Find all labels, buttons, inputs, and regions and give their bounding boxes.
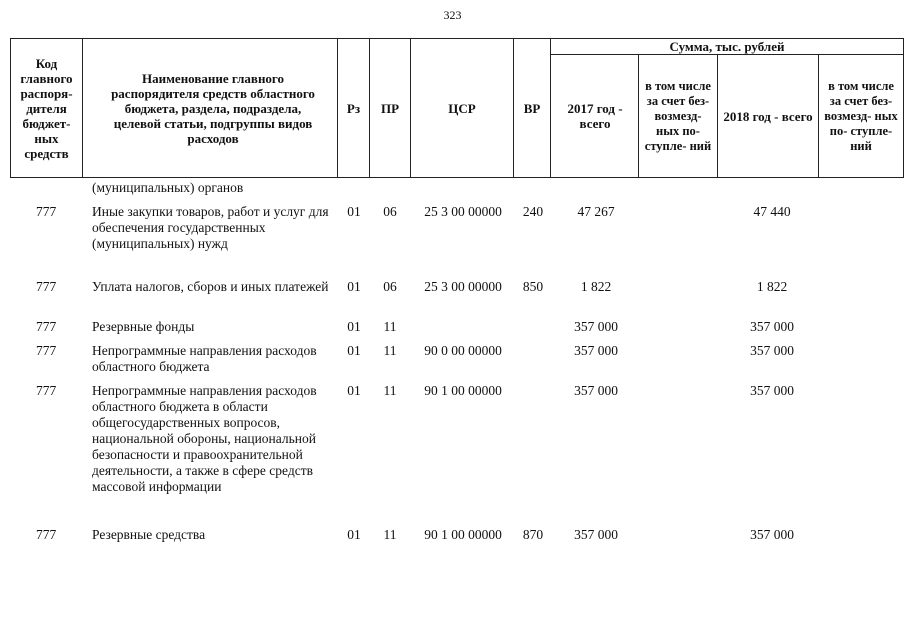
row-sum-2018: 1 822 — [756, 279, 788, 294]
row-sum-2018: 357 000 — [750, 319, 794, 334]
continued-name: (муниципальных) органов — [92, 180, 244, 195]
row-pr: 11 — [383, 383, 397, 398]
row-sum-2018: 357 000 — [750, 527, 794, 542]
header-code: Код главного распоря- дителя бюджет- ных средств — [20, 55, 73, 161]
row-rz: 01 — [347, 343, 361, 358]
header-csr: ЦСР — [448, 100, 476, 116]
row-name: Непрограммные направления расходов областного бюджета — [92, 343, 317, 374]
row-code: 777 — [36, 383, 57, 398]
header-sum: Сумма, тыс. рублей — [669, 39, 785, 54]
header-2017-incl: в том числе за счет без- возмезд- ных по- ступле- ний — [644, 78, 712, 153]
table-header — [10, 38, 904, 178]
row-vr: 240 — [522, 204, 544, 219]
row-pr: 11 — [383, 527, 397, 542]
header-2017: 2017 год - всего — [567, 101, 623, 131]
row-rz: 01 — [347, 319, 361, 334]
row-csr: 25 3 00 00000 — [424, 279, 502, 294]
row-csr: 90 1 00 00000 — [424, 527, 502, 542]
row-rz: 01 — [347, 383, 361, 398]
row-name: Уплата налогов, сборов и иных платежей — [92, 279, 329, 294]
row-sum-2017: 357 000 — [574, 343, 618, 358]
row-pr: 06 — [383, 204, 397, 219]
row-sum-2018: 357 000 — [750, 383, 794, 398]
row-sum-2017: 357 000 — [574, 527, 618, 542]
row-code: 777 — [36, 343, 57, 358]
row-name: Непрограммные направления расходов областного бюджета в области общегосударственных вопросов, национальной обороны, национальной безопасности и правоохранительной деятельности, а также в сфере средств массовой информации — [92, 383, 317, 494]
row-sum-2017: 47 267 — [577, 204, 615, 219]
header-vr: ВР — [523, 100, 541, 116]
row-sum-2018: 47 440 — [753, 204, 791, 219]
header-2018: 2018 год - всего — [723, 108, 813, 124]
row-sum-2017: 1 822 — [580, 279, 612, 294]
row-vr: 850 — [522, 279, 544, 294]
row-code: 777 — [36, 279, 57, 294]
row-csr: 25 3 00 00000 — [424, 204, 502, 219]
header-pr: ПР — [380, 100, 400, 116]
row-code: 777 — [36, 204, 57, 219]
row-name: Иные закупки товаров, работ и услуг для обеспечения государственных (муниципальных) нужд — [92, 204, 329, 251]
row-sum-2017: 357 000 — [574, 383, 618, 398]
row-code: 777 — [36, 527, 57, 542]
row-rz: 01 — [347, 279, 361, 294]
row-sum-2018: 357 000 — [750, 343, 794, 358]
row-code: 777 — [36, 319, 57, 334]
row-csr: 90 1 00 00000 — [424, 383, 502, 398]
row-pr: 11 — [383, 319, 397, 334]
header-name: Наименование главного распорядителя средств областного бюджета, раздела, подраздела, целевой статьи, подгруппы видов расходов — [111, 70, 315, 146]
header-2018-incl: в том числе за счет без- возмезд- ных по- ступле- ний — [824, 78, 898, 153]
row-rz: 01 — [347, 527, 361, 542]
page-number: 323 — [443, 8, 462, 22]
row-pr: 06 — [383, 279, 397, 294]
row-name: Резервные фонды — [92, 319, 195, 334]
row-csr: 90 0 00 00000 — [424, 343, 502, 358]
row-vr: 870 — [522, 527, 544, 542]
row-sum-2017: 357 000 — [574, 319, 618, 334]
row-rz: 01 — [347, 204, 361, 219]
row-pr: 11 — [383, 343, 397, 358]
row-name: Резервные средства — [92, 527, 206, 542]
header-rz: Рз — [346, 100, 361, 116]
